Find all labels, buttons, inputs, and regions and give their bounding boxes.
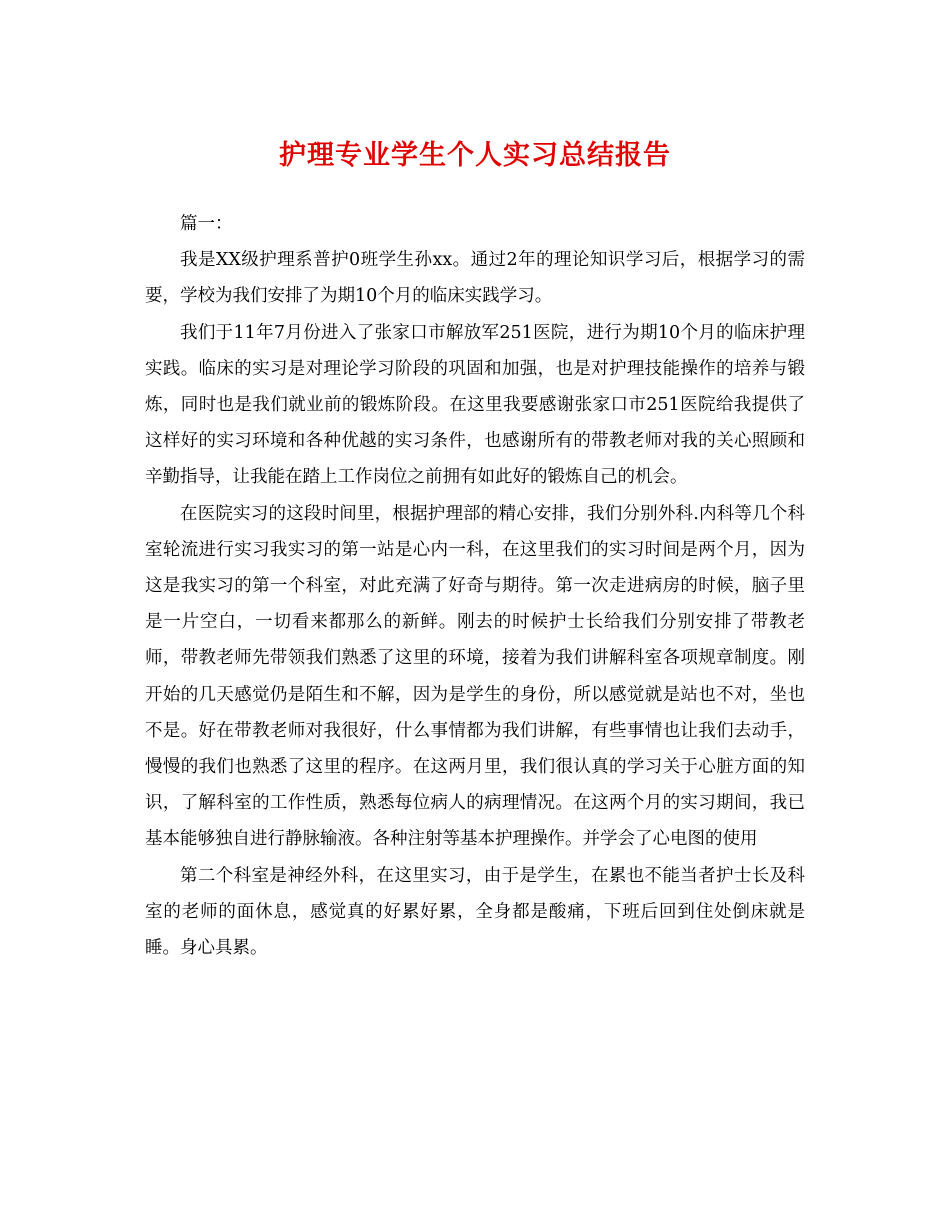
paragraph-cardiology: 在医院实习的这段时间里，根据护理部的精心安排，我们分别外科.内科等几个科室轮流进行实习我实习的第一站是心内一科，在这里我们的实习时间是两个月，因为这是我实习的第一个科室，对此充满了好奇与期待。第一次走进病房的时候，脑子里是一片空白，一切看来都那么的新鲜。刚去的时候护士长给我们分别安排了带教老师，带教老师先带领我们熟悉了这里的环境，接着为我们讲解科室各项规章制度。刚开始的几天感觉仍是陌生和不解，因为是学生的身份，所以感觉就是站也不对，坐也不是。好在带教老师对我很好，什么事情都为我们讲解，有些事情也让我们去动手，慢慢的我们也熟悉了这里的程序。在这两月里，我们很认真的学习关于心脏方面的知识，了解科室的工作性质，熟悉每位病人的病理情况。在这两个月的实习期间，我已基本能够独自进行静脉输液。各种注射等基本护理操作。并学会了心电图的使用 [145,503,805,850]
section-heading: 篇一： [180,214,233,234]
paragraph-hospital: 我们于11年7月份进入了张家口市解放军251医院，进行为期10个月的临床护理实践。临床的实习是对理论学习阶段的巩固和加强，也是对护理技能操作的培养与锻炼，同时也是我们就业前的锻炼阶段。在这里我要感谢张家口市251医院给我提供了这样好的实习环境和各种优越的实习条件，也感谢所有的带教老师对我的关心照顾和辛勤指导，让我能在踏上工作岗位之前拥有如此好的锻炼自己的机会。 [145,322,805,488]
document-title: 护理专业学生个人实习总结报告 [279,140,671,171]
paragraph-neurosurgery: 第二个科室是神经外科，在这里实习，由于是学生，在累也不能当者护士长及科室的老师的面休息，感觉真的好累好累，全身都是酸痛，下班后回到住处倒床就是睡。身心具累。 [145,865,805,959]
document-body [145,206,805,966]
paragraph-intro: 我是XX级护理系普护0班学生孙xx。通过2年的理论知识学习后，根据学习的需要，学校为我们安排了为期10个月的临床实践学习。 [145,250,805,307]
